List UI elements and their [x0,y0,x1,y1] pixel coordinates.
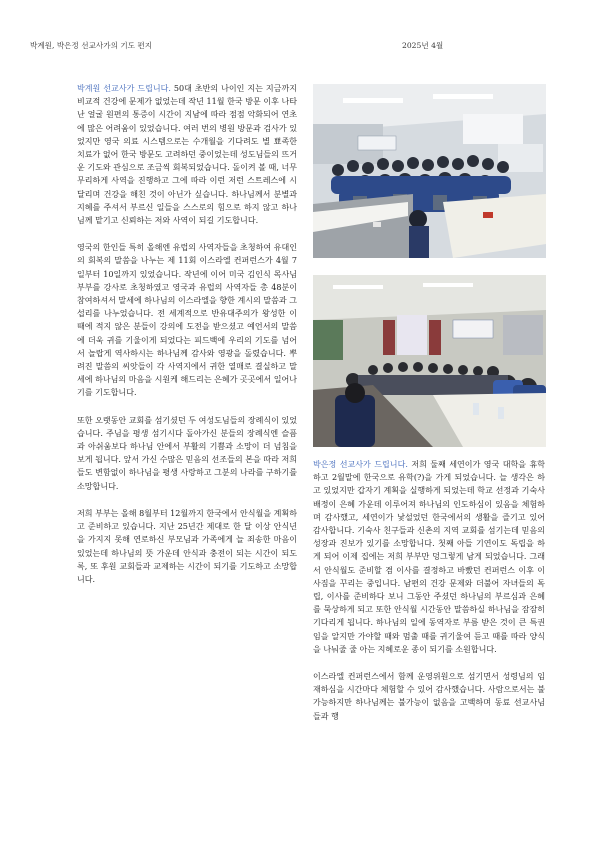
paragraph-health [77,82,297,227]
paragraph-sabbatical: 저희 부부는 올해 8월부터 12월까지 한국에서 안식월을 계획하고 준비하고 있습니다. 지난 25년간 제대로 한 달 이상 안식년을 가지지 못해 연로하신 부모님과 가족에게 늘 죄송한 마음이 있었는데 하나님의 뜻 가운데 안식과 충전이 되는 시간이 되도록, 또 후원 교회들과 교제하는 시간이 되기를 기도하고 소망합니다. [77,508,297,584]
paragraph-conference: 영국의 한인들 특히 올해엔 유럽의 사역자들을 초청하여 유대인의 회복의 말씀을 나누는 제 11회 이스라엘 컨퍼런스가 4월 7일부터 10일까지 있었습니다. 작년에 이어 미국 김인식 목사님 부부를 강사로 초청하였고 영국과 유럽의 사역자들 총 48분이 참여하셔서 말세에 하나님의 이스라엘을 향한 계시의 말씀과 그 섭리를 나누었습니다. 전 세계적으로 반유대주의가 왕성한 이 때에 적지 않은 분들이 강의에 도전을 받으셨고 예언서의 말씀에 더욱 귀를 기울이게 되었다는 피드백에 우리의 기도를 넘어서 놀랍게 역사하시는 하나님께 감사와 영광을 돌렸습니다. 뿌려진 말씀의 씨앗들이 각 사역지에서 귀한 열매로 결실하고 말세에 하나님의 마음을 시원케 해드리는 은혜가 곳곳에서 일어나기를 기도합니다. [77,243,298,398]
letter-date: 2025년 4월 [402,41,444,50]
conference-lecture-photo [313,275,546,447]
lecture-photo-image [313,275,546,447]
greeting-park-kyewon: 박계원 선교사가 드립니다. [77,84,171,93]
greeting-park-eunjung: 박은정 선교사가 드립니다. [313,460,408,469]
conference-group-photo [313,84,546,258]
paragraph-funerals: 또한 오랫동안 교회를 섬기셨던 두 여성도님들의 장례식이 있었습니다. 주님을 평생 섬기시다 돌아가신 분들의 장례식엔 슬픔과 아쉬움보다 하나님 안에서 부활의 기쁨과 소망이 더 넘침을 보게 됩니다. 앞서 가신 수많은 믿음의 선조들의 본을 따라 저희들도 변함없이 하나님을 평생 사랑하고 그분의 나라를 구하기를 소망합니다. [77,415,298,491]
paragraph-health-body: 50대 초반의 나이인 지는 지금까지 비교적 건강에 문제가 없었는데 작년 11월 한국 방문 이후 나타난 얼굴 원편의 통증이 시간이 지남에 따라 점점 악화되어 연초에 많은 어려움이 있었습니다. 여러 번의 병원 방문과 검사가 있었지만 영국 의료 시스템으로는 수개월을 기다려도 별 뾰족한 치료가 없어 한국 방문도 고려하던 중이었는데 성도님들의 뜨거운 기도와 관심으로 조금씩 회복되었습니다. 돌이켜 볼 때, 너무 무리하게 사역을 진행하고 그에 따라 이런 저런 스트레스에 시달리며 건강을 해친 것이 아닌가 싶습니다. 하나님께서 분별과 지혜를 주셔서 부르신 일들을 스스로의 힘으로 하지 않고 하나님께 맡기고 신뢰하는 저와 사역이 되길 기도합니다. [77,84,298,226]
group-photo-image [313,84,546,258]
right-column [313,458,545,737]
page-header [30,40,445,54]
paragraph-conference-reflection: 이스라엘 컨퍼런스에서 함께 운영위원으로 섬기면서 성령님의 임재하심을 시간마다 체험할 수 있어 감사했습니다. 사람으로서는 불가능하지만 하나님께는 불가능이 없음을 고백하며 동료 선교사님들과 행 [313,672,545,721]
left-column [77,82,297,600]
letter-title: 박계원, 박은정 선교사가의 기도 편지 [30,41,153,50]
paragraph-family [313,458,545,656]
paragraph-family-body: 저희 둘째 세연이가 영국 대학을 휴학하고 2월말에 한국으로 유학(?)을 가게 되었습니다. 늘 생각은 하고 있었지만 갑자기 계획을 실행하게 되었는데 학교 선정과 기숙사 배정이 은혜 가운데 이루어져 하나님의 인도하심이 있음을 체험하며 감사했고, 세연이가 낯설었던 한국에서의 생활을 즐기고 있어 감사합니다. 기숙사 친구들과 신촌의 지역 교회를 섬기는데 믿음의 성장과 진보가 있기를 소망합니다. 첫째 아들 기연이도 독립을 하게 되어 이제 집에는 저희 부부만 덩그렇게 남게 되었습니다. 그래서 안식월도 준비할 겸 이사를 결정하고 바빴던 컨퍼런스 이후 이사짐을 꾸리는 중입니다. 남편의 건강 문제와 더불어 자녀들의 독립, 이사를 준비하다 보니 그동안 주셨던 하나님의 부르심과 은혜를 묵상하게 되고 또한 안식월 시간동안 말씀하실 하나님을 잠잠히 기다리게 됩니다. 하나님의 일에 동역자로 부름 받은 것이 큰 특권임을 알지만 가야할 때와 멈출 때를 귀기울여 듣고 때를 따라 양식을 나눠줄 줄 아는 지혜로운 종이 되기를 소원합니다. [313,460,545,654]
